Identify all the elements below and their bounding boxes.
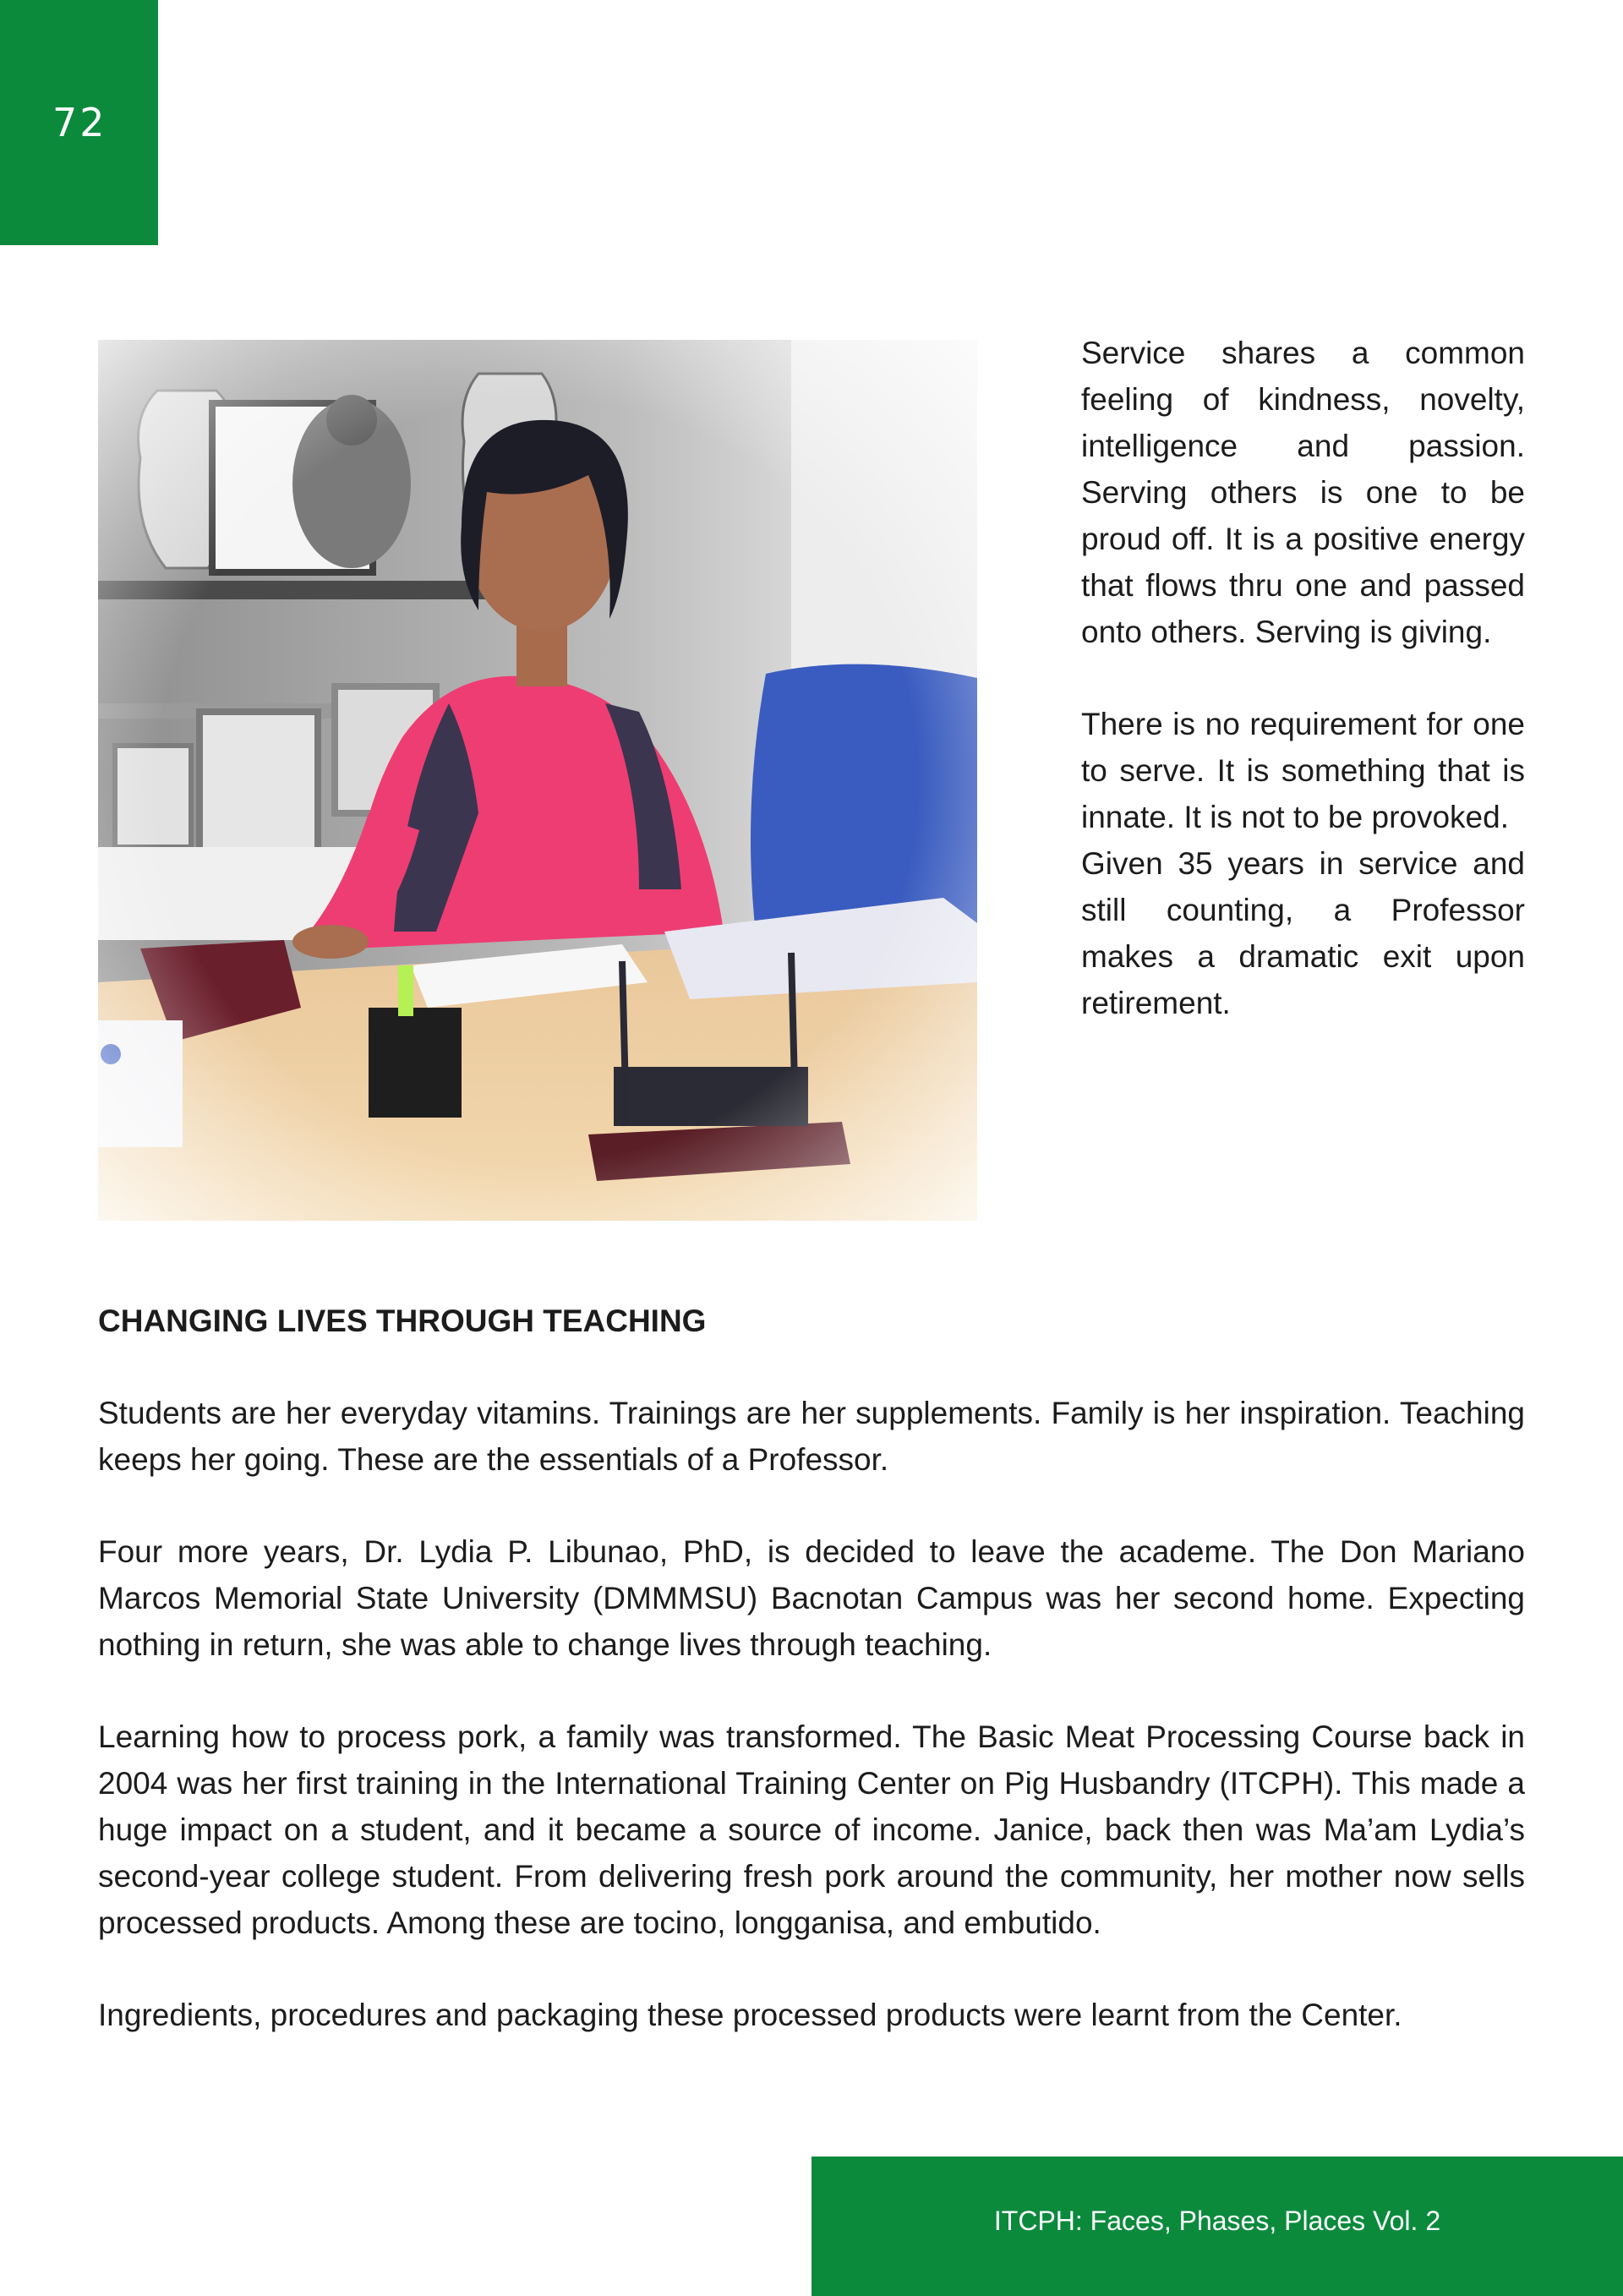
article-paragraph: Four more years, Dr. Lydia P. Libunao, PhD, is decided to leave the academe. The Don Mariano Marcos Memorial State University (DMMMSU) Bacnotan Campus was her second home. Expecting nothing in return, she was able to change lives through teaching.	[98, 1534, 1525, 1662]
article-paragraph: Learning how to process pork, a family was transformed. The Basic Meat Processing Course back in 2004 was her first training in the International Training Center on Pig Husbandry (ITCPH). This made a huge impact on a student, and it became a source of income. Janice, back then was Ma’am Lydia’s second-year college student. From delivering fresh pork around the community, her mother now sells processed products. Among these are tocino, longganisa, and embutido.	[98, 1719, 1525, 1940]
article-body	[98, 1298, 1525, 2084]
page-number: 72	[52, 100, 107, 145]
side-paragraph: Given 35 years in service and still counting, a Professor makes a dramatic exit upon retirement.	[1081, 846, 1525, 1020]
article-paragraph: Students are her everyday vitamins. Trainings are her supplements. Family is her inspiration. Teaching keeps her going. These are the essentials of a Professor.	[98, 1396, 1525, 1477]
side-text-column	[1081, 330, 1525, 1026]
section-heading: CHANGING LIVES THROUGH TEACHING	[98, 1304, 707, 1338]
side-paragraph: There is no requirement for one to serve. It is something that is innate. It is not to be provoked.	[1081, 707, 1525, 834]
side-paragraph: Service shares a common feeling of kindness, novelty, intelligence and passion. Serving others is one to be proud off. It is a positive energy that flows thru one and passed onto others. Serving is giving.	[1081, 336, 1525, 649]
footer-title: ITCPH: Faces, Phases, Places Vol. 2	[993, 2206, 1441, 2236]
portrait-photo	[98, 340, 977, 1221]
footer-band	[812, 2157, 1623, 2296]
portrait-illustration	[98, 340, 977, 1221]
article-paragraph: Ingredients, procedures and packaging these processed products were learnt from the Center.	[98, 1998, 1402, 2032]
page-number-tab	[0, 0, 158, 245]
